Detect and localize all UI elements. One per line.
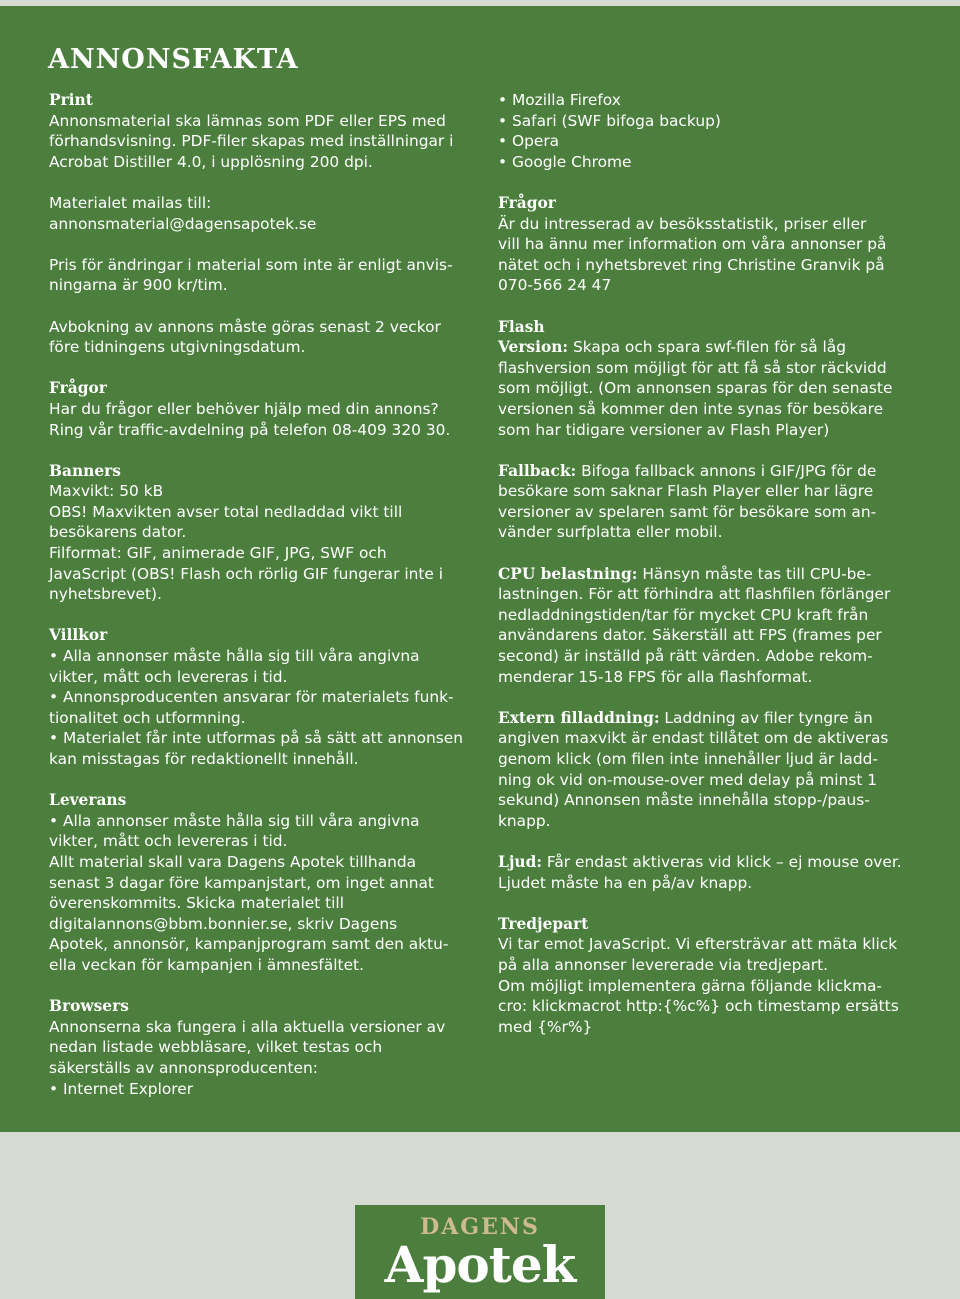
text-line: nätet och i nyhetsbrevet ring Christine Granvik på xyxy=(498,255,885,274)
text-line: cro: klickmacrot http:{%c%} och timestamp ersätts xyxy=(498,997,899,1016)
text-line: annonsmaterial@dagensapotek.se xyxy=(49,214,317,233)
browsers-text xyxy=(49,1017,469,1099)
text-line: Har du frågor eller behöver hjälp med din annons? xyxy=(49,399,439,418)
section-tredjepart xyxy=(498,914,918,1038)
ljud-text xyxy=(498,873,918,894)
text-line: vill ha ännu mer information om våra annonser på xyxy=(498,235,887,254)
text-line: • Mozilla Firefox xyxy=(498,91,621,109)
text-line: Maxvikt: 50 kB xyxy=(49,482,164,501)
section-fragor-web xyxy=(498,193,918,296)
text-line: 070-566 24 47 xyxy=(498,276,612,295)
text-line: Apotek, annonsör, kampanjprogram samt den aktu- xyxy=(49,935,449,954)
dagens-apotek-logo xyxy=(355,1205,605,1299)
text-line: digitalannons@bbm.bonnier.se, skriv Dagens xyxy=(49,914,398,933)
cpu-text xyxy=(498,584,918,687)
text-line: Pris för ändringar i material som inte är enligt anvis- xyxy=(49,255,453,274)
text-line: versioner av spelaren samt för besökare som an- xyxy=(498,502,877,521)
section-banners xyxy=(49,461,469,605)
villkor-text xyxy=(49,646,469,770)
text-line: Filformat: GIF, animerade GIF, JPG, SWF och xyxy=(49,544,387,563)
text-line: tionalitet och utformning. xyxy=(49,708,246,727)
text-line: • Materialet får inte utformas på så sätt att annonsen xyxy=(49,729,463,748)
section-flash xyxy=(498,317,918,441)
text-line: senast 3 dagar före kampanjstart, om inget annat xyxy=(49,873,434,892)
fallback-first-text: Bifoga fallback annons i GIF/JPG för de xyxy=(576,461,877,480)
text-line: Ring vår traffic-avdelning på telefon 08-409 320 30. xyxy=(49,420,451,439)
text-line: Ljudet måste ha en på/av knapp. xyxy=(498,873,753,892)
section-leverans xyxy=(49,790,469,975)
ljud-first-line xyxy=(498,852,918,873)
fragor-web-text xyxy=(498,214,918,296)
text-line: vänder surfplatta eller mobil. xyxy=(498,523,723,542)
text-line: ella veckan för kampanjen i ämnesfältet. xyxy=(49,955,364,974)
text-line: JavaScript (OBS! Flash och rörlig GIF fungerar inte i xyxy=(49,564,444,583)
text-line: angiven maxvikt är endast tillåtet om de aktiveras xyxy=(498,729,889,748)
text-line: kan misstagas för redaktionellt innehåll. xyxy=(49,750,359,768)
text-line: • Internet Explorer xyxy=(49,1079,194,1098)
text-line: Acrobat Distiller 4.0, i upplösning 200 dpi. xyxy=(49,152,373,171)
logo-dagens: DAGENS xyxy=(420,1214,540,1240)
text-line: Vi tar emot JavaScript. Vi eftersträvar att mäta klick xyxy=(498,935,898,954)
text-line: Är du intresserad av besöksstatistik, priser eller xyxy=(498,214,867,233)
text-line: som har tidigare versioner av Flash Player) xyxy=(498,420,830,439)
section-fallback xyxy=(498,461,918,543)
flash-version-label: Version: xyxy=(498,338,569,357)
cpu-first-line xyxy=(498,564,918,585)
annonsfakta-panel xyxy=(0,6,960,1132)
text-line: OBS! Maxvikten avser total nedladdad vikt till xyxy=(49,502,403,521)
text-line: säkerställs av annonsproducenten: xyxy=(49,1058,318,1077)
extern-first-text: Laddning av filer tyngre än xyxy=(659,708,873,727)
fallback-text xyxy=(498,481,918,543)
text-line: före tidningens utgivningsdatum. xyxy=(49,338,306,357)
text-line: på alla annonser levererade via tredjepart. xyxy=(498,955,829,974)
text-line: vikter, mått och levereras i tid. xyxy=(49,667,288,686)
text-line: förhandsvisning. PDF-filer skapas med inställningar i xyxy=(49,132,454,151)
text-line: med {%r%} xyxy=(498,1017,593,1036)
extern-first-line xyxy=(498,708,918,729)
section-browser-list xyxy=(498,90,918,172)
text-line: versionen så kommer den inte synas för besökare xyxy=(498,399,884,418)
extern-text xyxy=(498,728,918,831)
ljud-first-text: Får endast aktiveras vid klick – ej mouse over. xyxy=(542,852,902,871)
tredjepart-text xyxy=(498,934,918,1037)
heading-fragor-web: Frågor xyxy=(498,193,556,212)
blank-line xyxy=(49,172,469,193)
text-line: • Alla annonser måste hålla sig till våra angivna xyxy=(49,811,420,830)
heading-flash: Flash xyxy=(498,317,545,336)
text-line: knapp. xyxy=(498,811,551,830)
cpu-label: CPU belastning: xyxy=(498,564,638,583)
heading-villkor: Villkor xyxy=(49,626,108,645)
text-line: överenskommits. Skicka materialet till xyxy=(49,894,344,913)
text-line: ning ok vid on-mouse-over med delay på minst 1 xyxy=(498,770,878,789)
heading-leverans: Leverans xyxy=(49,791,127,810)
fallback-first-line xyxy=(498,461,918,482)
text-line: lastningen. För att förhindra att flashfilen förlänger xyxy=(498,585,891,604)
flash-first-line xyxy=(498,337,918,358)
section-villkor xyxy=(49,625,469,769)
logo-apotek: Apotek xyxy=(384,1235,576,1294)
text-line: • Annonsproducenten ansvarar för materialets funk- xyxy=(49,688,454,707)
section-ljud xyxy=(498,852,918,893)
heading-fragor: Frågor xyxy=(49,379,107,398)
section-extern xyxy=(498,708,918,832)
text-line: • Safari (SWF bifoga backup) xyxy=(498,111,721,130)
heading-print: Print xyxy=(49,91,93,109)
section-cpu xyxy=(498,564,918,688)
text-line: nedan listade webbläsare, vilket testas och xyxy=(49,1038,383,1057)
text-line: Avbokning av annons måste göras senast 2 veckor xyxy=(49,317,441,336)
leverans-text xyxy=(49,811,469,976)
cpu-first-text: Hänsyn måste tas till CPU-be- xyxy=(637,564,872,583)
text-line: Annonserna ska fungera i alla aktuella versioner av xyxy=(49,1017,446,1036)
text-line: besökarens dator. xyxy=(49,523,187,542)
blank-line xyxy=(49,296,469,317)
text-line: nyhetsbrevet). xyxy=(49,585,162,604)
text-line: användarens dator. Säkerställ att FPS (frames per xyxy=(498,626,882,645)
flash-version-text: Skapa och spara swf-filen för så låg xyxy=(568,338,846,357)
left-column xyxy=(49,90,469,1099)
extern-label: Extern filladdning: xyxy=(498,708,660,727)
heading-browsers: Browsers xyxy=(49,997,129,1016)
flash-text xyxy=(498,358,918,440)
text-line: vikter, mått och levereras i tid. xyxy=(49,832,288,851)
text-line: second) är inställd på rätt värden. Adobe rekom- xyxy=(498,647,873,666)
blank-line xyxy=(49,234,469,255)
text-line: nedladdningstiden/tar för mycket CPU kraft från xyxy=(498,605,869,624)
section-print xyxy=(49,90,469,358)
ljud-label: Ljud: xyxy=(498,852,543,871)
text-line: Allt material skall vara Dagens Apotek tillhanda xyxy=(49,852,417,871)
fragor-text xyxy=(49,399,469,440)
text-line: genom klick (om filen inte innehåller ljud är ladd- xyxy=(498,750,878,768)
right-column xyxy=(498,90,918,1037)
text-line: som möjligt. (Om annonsen sparas för den senaste xyxy=(498,379,893,398)
browser-list xyxy=(498,90,918,172)
text-line: • Google Chrome xyxy=(498,152,632,171)
heading-banners: Banners xyxy=(49,461,121,480)
page-title: ANNONSFAKTA xyxy=(48,44,299,75)
section-browsers xyxy=(49,996,469,1099)
text-line: besökare som saknar Flash Player eller har lägre xyxy=(498,482,874,501)
text-line: menderar 15-18 FPS för alla flashformat. xyxy=(498,667,813,686)
fallback-label: Fallback: xyxy=(498,461,577,480)
text-line: Om möjligt implementera gärna följande klickma- xyxy=(498,976,882,995)
text-line: flashversion som möjligt för att få så stor räckvidd xyxy=(498,358,887,377)
print-text xyxy=(49,111,469,358)
banners-text xyxy=(49,481,469,605)
heading-tredjepart: Tredjepart xyxy=(498,914,589,933)
text-line: • Opera xyxy=(498,132,560,151)
text-line: Annonsmaterial ska lämnas som PDF eller EPS med xyxy=(49,111,446,130)
text-line: ningarna är 900 kr/tim. xyxy=(49,276,228,295)
text-line: Materialet mailas till: xyxy=(49,193,212,212)
section-fragor xyxy=(49,378,469,440)
text-line: • Alla annonser måste hålla sig till våra angivna xyxy=(49,647,420,666)
text-line: sekund) Annonsen måste innehålla stopp-/paus- xyxy=(498,791,870,810)
